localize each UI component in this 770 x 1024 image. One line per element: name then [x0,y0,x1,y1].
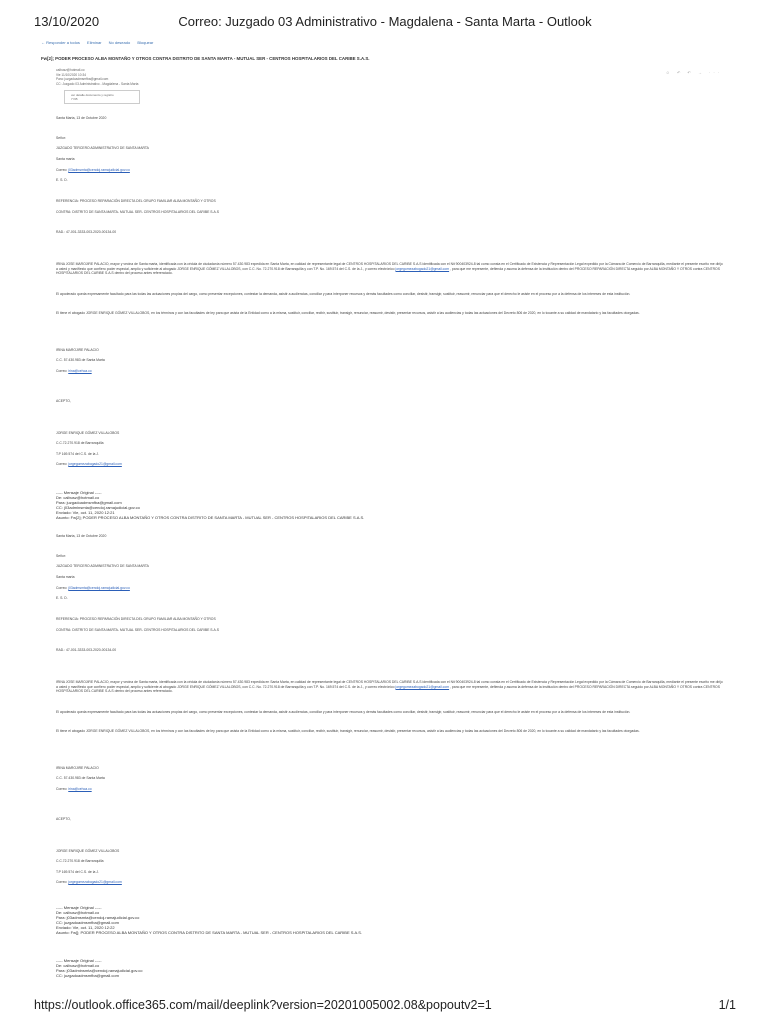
attachment-name: ver detalle documento y registro [71,93,114,97]
reply-all-button[interactable]: ← Responder a todos [41,40,80,45]
sender-line: calbusz@hotmail.co [56,68,85,72]
print-date: 13/10/2020 [34,14,100,29]
lawyer-email-link[interactable]: jorgegomezabogado21@gmail.com [68,462,122,466]
signer-mail: Correo: irina@cehca.co [56,369,92,373]
junk-button[interactable]: No deseado [108,40,131,45]
sender-line: CC: Juzgado 03 Administrativo - Magdalena - Santa Marta [56,81,139,86]
signer-name: IRINA MAROJIRE PALACIO [56,766,99,770]
correo-line: Correo: j03admsmta@cendoj.ramajudicial.gov.co [56,168,130,172]
lawyer-mail: Correo: jorgegomezabogado21@gmail.com [56,880,122,884]
city-date: Santa Marta, 13 de Octubre 2020 [56,534,107,538]
print-title: Correo: Juzgado 03 Administrativo - Magdalena - Santa Marta - Outlook [178,14,592,29]
city: Santa marta [56,575,75,579]
paragraph: El apoderado queda expresamente facultado para las todas las actuaciones propias del cargo, como presentar excepciones, contestar la demanda, asistir a audiencias, conciliar y para interponer recursos y demás facultades como conciliar, desistir, transigir, sustituir, reasumir, renunciar para que el derecho le asiste en el proceso por a la defensa de los intereses de esta institución. [56,710,631,714]
block-button[interactable]: Bloquear [137,40,154,45]
print-header [34,14,736,34]
lawyer-mail: Correo: jorgegomezabogado21@gmail.com [56,462,122,466]
lawyer-cc: C.C.72.270.918 de Barranquilla [56,859,104,863]
forward-header: ----- Mensaje Original ----- De: calbusz@hotmail.co Para: j03adminsmta@cendoj.ramajudicial.gov.co CC: juzgadoadmsmfba@gmail.com [56,958,143,978]
lawyer-tp: T.P 169.574 del C.S. de la J. [56,452,99,456]
print-footer [34,998,736,1014]
lawyer-email-link[interactable]: jorgegomezabogado21@gmail.com [68,880,122,884]
page-url: https://outlook.office365.com/mail/deeplink?version=20201005002.08&popoutv2=1 [34,998,492,1012]
paragraph: IRINA JOSE MAROJIRE PALACIO, mayor y vecina de Santa marta, identificada con la cédula de ciudadanía número 57.430.983 expedida en Santa Marta, en calidad de representante legal de CENTROS HOSPITALARIOS DEL CARIBE S.A.S identificada con el Nit 900403924-8 tal como consta en el Certificado de Existencia y Representación Legal expedido por la Cámara de Comercio de Barranquilla, mediante el presente escrito me dirijo a usted y manifiesto que confiero poder especial, amplio y suficiente al abogado JORGE ENRIQUE GÓMEZ VILLALOBOS, con C.C. No. 72.270.918 de Barranquilla y con T.P. No. 169.574 del C.S. de la J., y correo electrónico jorgegomezabogado21@gmail.com , para que me represente, defienda y asuma la defensa de la institución dentro del PROCESO REPARACIÓN DIRECTA seguido por ALBA MONTAÑO Y OTROS contra CENTROS HOSPITALARIOS DEL CARIBE S.A.S dentro del proceso antes referenciado. [56,262,723,276]
page-number: 1/1 [718,998,736,1012]
court-email-link[interactable]: j03admsmta@cendoj.ramajudicial.gov.co [68,168,130,172]
delete-button[interactable]: Eliminar [87,40,102,45]
city: Santa marta [56,157,75,161]
lawyer-email-link[interactable]: jorgegomezabogado21@gmail.com [395,266,450,271]
esd: E. S. D. [56,596,68,600]
lawyer-cc: C.C.72.270.918 de Barranquilla [56,441,104,445]
signer-cc: C.C. 57.430.983 de Santa Marta [56,776,105,780]
court-email-link[interactable]: j03admsmta@cendoj.ramajudicial.gov.co [68,586,130,590]
signer-email-link[interactable]: irina@cehca.co [68,787,92,791]
contra: CONTRA: DISTRITO DE SANTA MARTA- MUTUAL SER- CENTROS HOSPITALARIOS DEL CARIBE S.A.S [56,628,219,632]
message-actions[interactable]: ☺ ↶ ↶ → ··· [665,70,722,75]
paragraph: IRINA JOSE MAROJIRE PALACIO, mayor y vecina de Santa marta, identificada con la cédula de ciudadanía número 57.430.983 expedida en Santa Marta, en calidad de representante legal de CENTROS HOSPITALARIOS DEL CARIBE S.A.S identificada con el Nit 900403924-8 tal como consta en el Certificado de Existencia y Representación Legal expedido por la Cámara de Comercio de Barranquilla, mediante el presente escrito me dirijo a usted y manifiesto que confiero poder especial, amplio y suficiente al abogado JORGE ENRIQUE GÓMEZ VILLALOBOS, con C.C. No. 72.270.918 de Barranquilla y con T.P. No. 169.574 del C.S. de la J., y correo electrónico jorgegomezabogado21@gmail.com , para que me represente, defienda y asuma la defensa de la institución dentro del PROCESO REPARACIÓN DIRECTA seguido por ALBA MONTAÑO Y OTROS contra CENTROS HOSPITALARIOS DEL CARIBE S.A.S dentro del proceso antes referenciado. [56,680,723,694]
email-toolbar [41,40,159,45]
sender-line: Para: juzgadoadmsmfba@gmail.com [56,77,109,82]
city-date: Santa Marta, 13 de Octubre 2020 [56,116,107,120]
sender-info [56,68,138,86]
signer-name: IRINA MAROJIRE PALACIO [56,348,99,352]
correo-line: Correo: j03admsmta@cendoj.ramajudicial.gov.co [56,586,130,590]
email-subject: Fw[2]; PODER PROCESO ALBA MONTAÑO Y OTROS CONTRA DISTRITO DE SANTA MARTA - MUTUAL SER - CENTROS HOSPITALARIOS DEL CARIBE S.A.S. [41,56,370,61]
signer-mail: Correo: irina@cehca.co [56,787,92,791]
acepto: ACEPTO, [56,817,71,821]
signer-email-link[interactable]: irina@cehca.co [68,369,92,373]
paragraph: El tiene el abogado JORGE ENRIQUE GÓMEZ VILLALOBOS, en los términos y con las facultades de ley para que asista de la Entidad como a la misma, sustituir, conciliar, recibir, sustituir, transigir, renunciar, reasumir, desistir, presentar recursos, asistir a las audiencias y todas las actuaciones del Decreto 806 de 2020, en lo tocante a su calidad de mandatario y las facultades otorgadas. [56,311,640,315]
radicado: RAD.: 47-001-3333-003-2020-00134-00 [56,230,117,234]
forward-header: ----- Mensaje Original ----- De: calbusz@hotmail.co Para: juzgadoadmsmfba@gmail.com CC: j03adminsmta@cendoj.ramajudicial.gov.co Enviado: Vie, oct. 11, 2020 12:21 Asunto: Fw[2]; PODER PROCESO ALBA MONTAÑO Y OTROS CONTRA DISTRITO DE SANTA MARTA - MUTUAL SER - CENTROS HOSPITALARIOS DEL CARIBE S.A.S. [56,490,365,520]
judge: JUZGADO TERCERO ADMINISTRATIVO DE SANTA MARTA [56,146,149,150]
greeting: Señor: [56,136,66,140]
contra: CONTRA: DISTRITO DE SANTA MARTA- MUTUAL SER- CENTROS HOSPITALARIOS DEL CARIBE S.A.S [56,210,219,214]
greeting: Señor: [56,554,66,558]
judge: JUZGADO TERCERO ADMINISTRATIVO DE SANTA MARTA [56,564,149,568]
sender-line: Vie 11/10/2020 10:34 [56,72,87,77]
reference: REFERENCIA: PROCESO REPARACIÓN DIRECTA DEL GRUPO FAMILIAR ALBA MONTAÑO Y OTROS [56,199,216,203]
lawyer-email-link[interactable]: jorgegomezabogado21@gmail.com [395,684,450,689]
paragraph: El tiene el abogado JORGE ENRIQUE GÓMEZ VILLALOBOS, en los términos y con las facultades de ley para que asista de la Entidad como a la misma, sustituir, conciliar, recibir, sustituir, transigir, renunciar, reasumir, desistir, presentar recursos, asistir a las audiencias y todas las actuaciones del Decreto 806 de 2020, en lo tocante a su calidad de mandatario y las facultades otorgadas. [56,729,640,733]
lawyer-name: JORGE ENRIQUE GÓMEZ VILLALOBOS [56,849,120,853]
reference: REFERENCIA: PROCESO REPARACIÓN DIRECTA DEL GRUPO FAMILIAR ALBA MONTAÑO Y OTROS [56,617,216,621]
paragraph: El apoderado queda expresamente facultado para las todas las actuaciones propias del cargo, como presentar excepciones, contestar la demanda, asistir a audiencias, conciliar y para interponer recursos y demás facultades como conciliar, desistir, transigir, sustituir, reasumir, renunciar para que el derecho le asiste en el proceso por a la defensa de los intereses de esta institución. [56,292,631,296]
radicado: RAD.: 47-001-3333-003-2020-00134-00 [56,648,117,652]
forward-header: ----- Mensaje Original ----- De: calbusz@hotmail.co Para: j03admsmta@cendoj.ramajudicial.gov.co CC: juzgadoadmsmfba@gmail.com Enviado: Vie, oct. 11, 2020 12:22 Asunto: Fw[]; PODER PROCESO ALBA MONTAÑO Y OTROS CONTRA DISTRITO DE SANTA MARTA - MUTUAL SER - CENTROS HOSPITALARIOS DEL CARIBE S.A.S. [56,905,363,935]
acepto: ACEPTO, [56,399,71,403]
attachment-size: 7 KB [71,97,78,101]
signer-cc: C.C. 57.430.983 de Santa Marta [56,358,105,362]
lawyer-tp: T.P 169.574 del C.S. de la J. [56,870,99,874]
lawyer-name: JORGE ENRIQUE GÓMEZ VILLALOBOS [56,431,120,435]
attachment-card[interactable] [64,90,140,104]
esd: E. S. D. [56,178,68,182]
